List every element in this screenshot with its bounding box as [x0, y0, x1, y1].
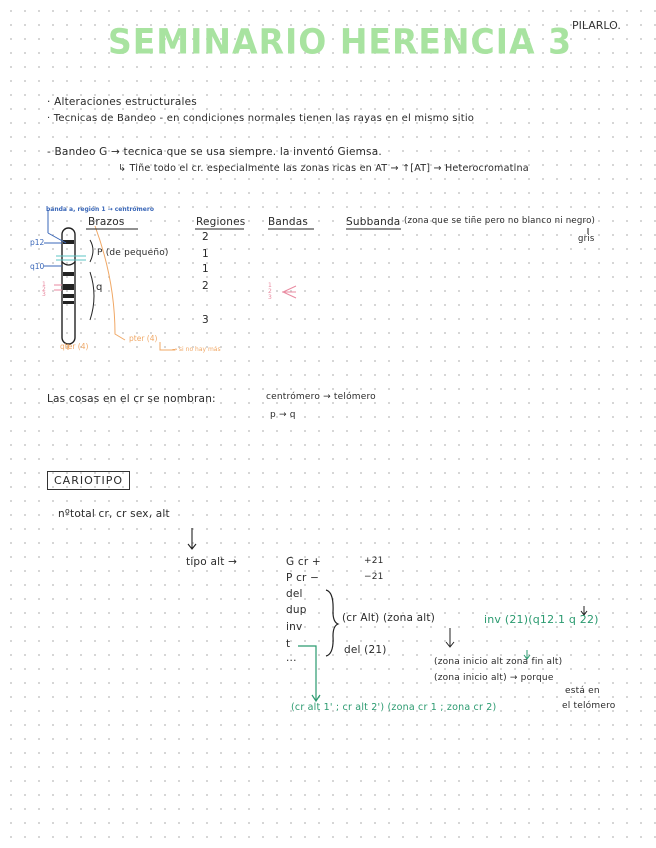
del-down-arrow: [446, 628, 454, 647]
bandas-pink-numbers: 1 2 3: [268, 282, 272, 301]
header-subbanda: Subbanda: [346, 216, 401, 228]
types-brace: [326, 590, 338, 656]
naming-pq: p → q: [270, 410, 296, 420]
code-plus21: +21: [364, 556, 384, 566]
centromere-mark: [62, 262, 75, 265]
band-2: [63, 272, 74, 276]
header-brazos: Brazos: [88, 216, 125, 228]
zona-inicio: (zona inicio alt) → porque: [434, 673, 554, 683]
bandas-pink-arrows: [282, 286, 296, 298]
el-telomero: el telómero: [562, 701, 616, 711]
region-value: 2: [202, 231, 209, 243]
alt-type: G cr +: [286, 556, 321, 568]
author-name: PILARLO.: [572, 19, 621, 32]
region-value: 1: [202, 248, 209, 260]
translocation-arrow: [298, 646, 320, 701]
naming-sentence: Las cosas en el cr se nombran:: [47, 393, 216, 405]
tipo-alt-label: tipo alt →: [186, 556, 238, 568]
bandeo-line-1: - Bandeo G → tecnica que se usa siempre. la inventó Giemsa.: [47, 146, 382, 158]
label-pter: pter (4): [129, 334, 158, 343]
example-del: del (21): [344, 644, 387, 656]
label-p12: p12: [30, 238, 45, 247]
alt-type: dup: [286, 604, 307, 616]
code-minus21: −21: [364, 572, 384, 582]
naming-direction: centrómero → telómero: [266, 392, 376, 402]
band-4: [63, 294, 74, 298]
subbanda-gris: gris: [578, 234, 595, 244]
intro-line-2: · Tecnicas de Bandeo - en condiciones normales tienen las rayas en el mismo sitio: [47, 113, 475, 124]
chromosome-pink-numbers: 1 2 3: [42, 281, 46, 298]
label-si-no-hay: → si no hay más: [172, 346, 221, 353]
cr-alt-zona-alt: (cr Alt) (zona alt): [342, 612, 435, 624]
chromosome-top-label: banda a, región 1 → centrómero: [46, 206, 154, 213]
header-regiones: Regiones: [196, 216, 246, 228]
bandeo-line-2: ↳ Tiñe todo el cr. especialmente las zonas ricas en AT → ↑[AT] → Heterocromatina: [118, 163, 529, 174]
page-title: SEMINARIO HERENCIA 3: [108, 21, 573, 62]
alt-type: inv: [286, 621, 303, 633]
label-q-arm: q: [96, 282, 103, 293]
region-value: 3: [202, 314, 209, 326]
subbanda-note: (zona que se tiñe pero no blanco ni negro): [404, 216, 596, 226]
alt-type: del: [286, 588, 303, 600]
blue-pointer-1: [48, 233, 66, 243]
header-bandas: Bandas: [268, 216, 309, 228]
label-p-arm: P (de pequeño): [97, 248, 169, 258]
alt-type: P cr −: [286, 572, 320, 584]
p-arm-brace: [90, 240, 93, 262]
example-inv: inv (21)(q12.1 q 22): [484, 613, 599, 626]
alt-type: ...: [286, 652, 297, 664]
region-value: 1: [202, 263, 209, 275]
cariotipo-n-total: nºtotal cr, cr sex, alt: [58, 508, 170, 520]
alt-type: t: [286, 638, 291, 650]
esta-en: está en: [565, 686, 600, 696]
zona-inicio-fin: (zona inicio alt zona fin alt): [434, 657, 563, 667]
cariotipo-down-arrow: [188, 528, 196, 549]
intro-line-1: · Alteraciones estructurales: [47, 96, 197, 108]
label-qter: qter (4): [60, 342, 89, 351]
band-3: [63, 284, 74, 290]
cariotipo-box: CARIOTIPO: [47, 471, 130, 490]
q-arm-brace: [90, 272, 94, 320]
translocation-format: (cr alt 1' ; cr alt 2') (zona cr 1 ; zona cr 2): [291, 702, 497, 713]
region-value: 2: [202, 280, 209, 292]
band-5: [63, 301, 74, 304]
label-q10: q10: [30, 262, 45, 271]
